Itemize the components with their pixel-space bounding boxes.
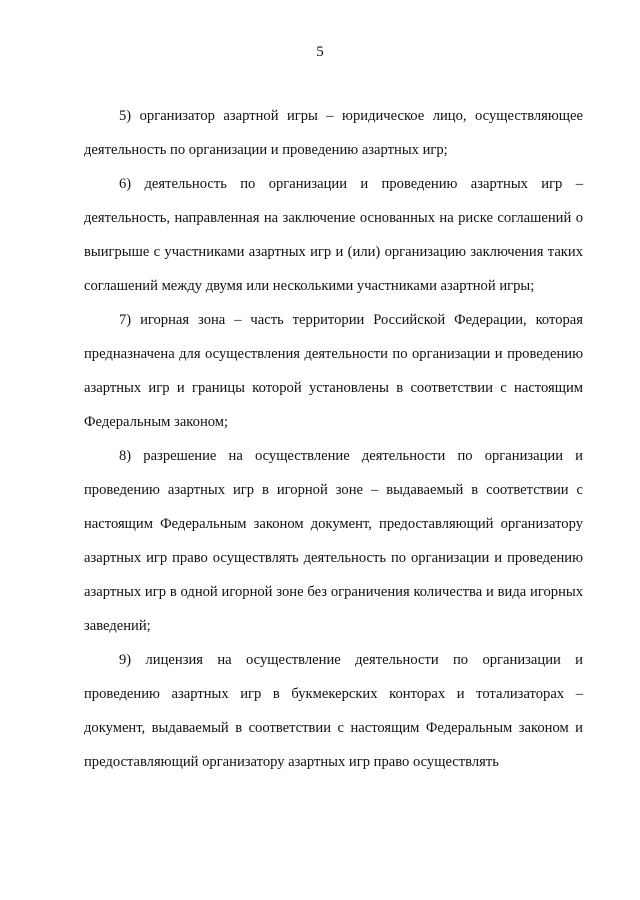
paragraph-item-9: 9) лицензия на осуществление деятельности по организации и проведению азартных игр в букмекерских конторах и тотализаторах – документ, выдаваемый в соответствии с настоящим Федеральным законом и предоставляющий организатору азартных игр право осуществлять [84, 652, 583, 770]
paragraph-item-8: 8) разрешение на осуществление деятельности по организации и проведению азартных игр в игорной зоне – выдаваемый в соответствии с настоящим Федеральным законом документ, предоставляющий организатору азартных игр право осуществлять деятельность по организации и проведению азартных игр в одной игорной зоне без ограничения количества и вида игорных заведений; [84, 448, 583, 634]
document-body [84, 99, 583, 779]
paragraph-item-6: 6) деятельность по организации и проведению азартных игр – деятельность, направленная на заключение основанных на риске соглашений о выигрыше с участниками азартных игр и (или) организацию заключения таких соглашений между двумя или несколькими участниками азартной игры; [84, 176, 583, 294]
page-number: 5 [316, 44, 324, 60]
paragraph-item-7: 7) игорная зона – часть территории Российской Федерации, которая предназначена для осуществления деятельности по организации и проведению азартных игр и границы которой установлены в соответствии с настоящим Федеральным законом; [84, 312, 583, 430]
paragraph-item-5: 5) организатор азартной игры – юридическое лицо, осуществляющее деятельность по организации и проведению азартных игр; [84, 108, 583, 158]
